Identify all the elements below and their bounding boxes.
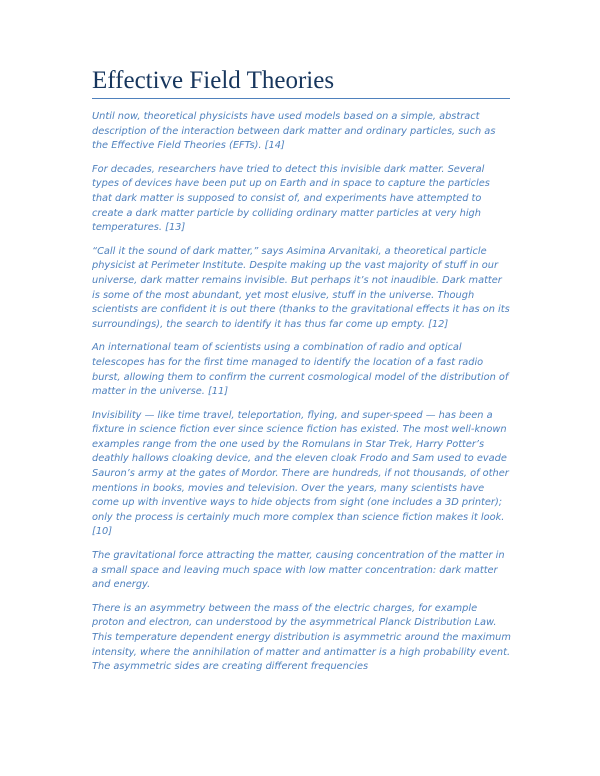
paragraph-sound-of-dark-matter: “Call it the sound of dark matter,” says Asimina Arvanitaki, a theoretical particle physicist at Perimeter Institute. Despite making up the vast majority of stuff in our universe, dark matter remains invisible. But perhaps it’s not inaudible. Dark matter is some of the most abundant, yet most elusive, stuff in the universe. Though scientists are confident it is out there (thanks to the gravitational effects it has on its surroundings), the search to identify it has thus far come up empty. [12] [92, 245, 510, 330]
title-underline [92, 98, 510, 99]
paragraph-mass-asymmetry: There is an asymmetry between the mass of the electric charges, for example proton and electron, can understood by the asymmetrical Planck Distribution Law. This temperature dependent energy distribution is asymmetric around the maximum intensity, where the annihilation of matter and antimatter is a high probability event. The asymmetric sides are creating different frequencies [92, 602, 511, 673]
page-title: Effective Field Theories [92, 67, 335, 94]
paragraph-detection-efforts: For decades, researchers have tried to detect this invisible dark matter. Several types of devices have been put up on Earth and in space to capture the particles that dark matter is supposed to consist of, and experiments have attempted to create a dark matter particle by colliding ordinary matter particles at very high temperatures. [13] [92, 163, 490, 234]
paragraph-invisibility: Invisibility — like time travel, teleportation, flying, and super-speed — has been a fixture in science fiction ever since science fiction has existed. The most well-known examples range from the one used by the Romulans in Star Trek, Harry Potter’s deathly hallows cloaking device, and the eleven cloak Frodo and Sam used to evade Sauron’s army at the gates of Mordor. There are hundreds, if not thousands, of other mentions in books, movies and television. Over the years, many scientists have come up with inventive ways to hide objects from sight (one includes a 3D printer); only the process is certainly much more complex than science fiction makes it look. [10] [92, 409, 509, 538]
paragraph-gravitational-force: The gravitational force attracting the matter, causing concentration of the matter in a small space and leaving much space with low matter concentration: dark matter and energy. [92, 550, 505, 591]
document-body [92, 110, 512, 684]
paragraph-fast-radio-burst: An international team of scientists using a combination of radio and optical telescopes has for the first time managed to identify the location of a fast radio burst, allowing them to confirm the current cosmological model of the distribution of matter in the universe. [11] [92, 342, 509, 398]
paragraph-eft-models: Until now, theoretical physicists have used models based on a simple, abstract description of the interaction between dark matter and ordinary particles, such as the Effective Field Theories (EFTs). [14] [92, 111, 496, 152]
